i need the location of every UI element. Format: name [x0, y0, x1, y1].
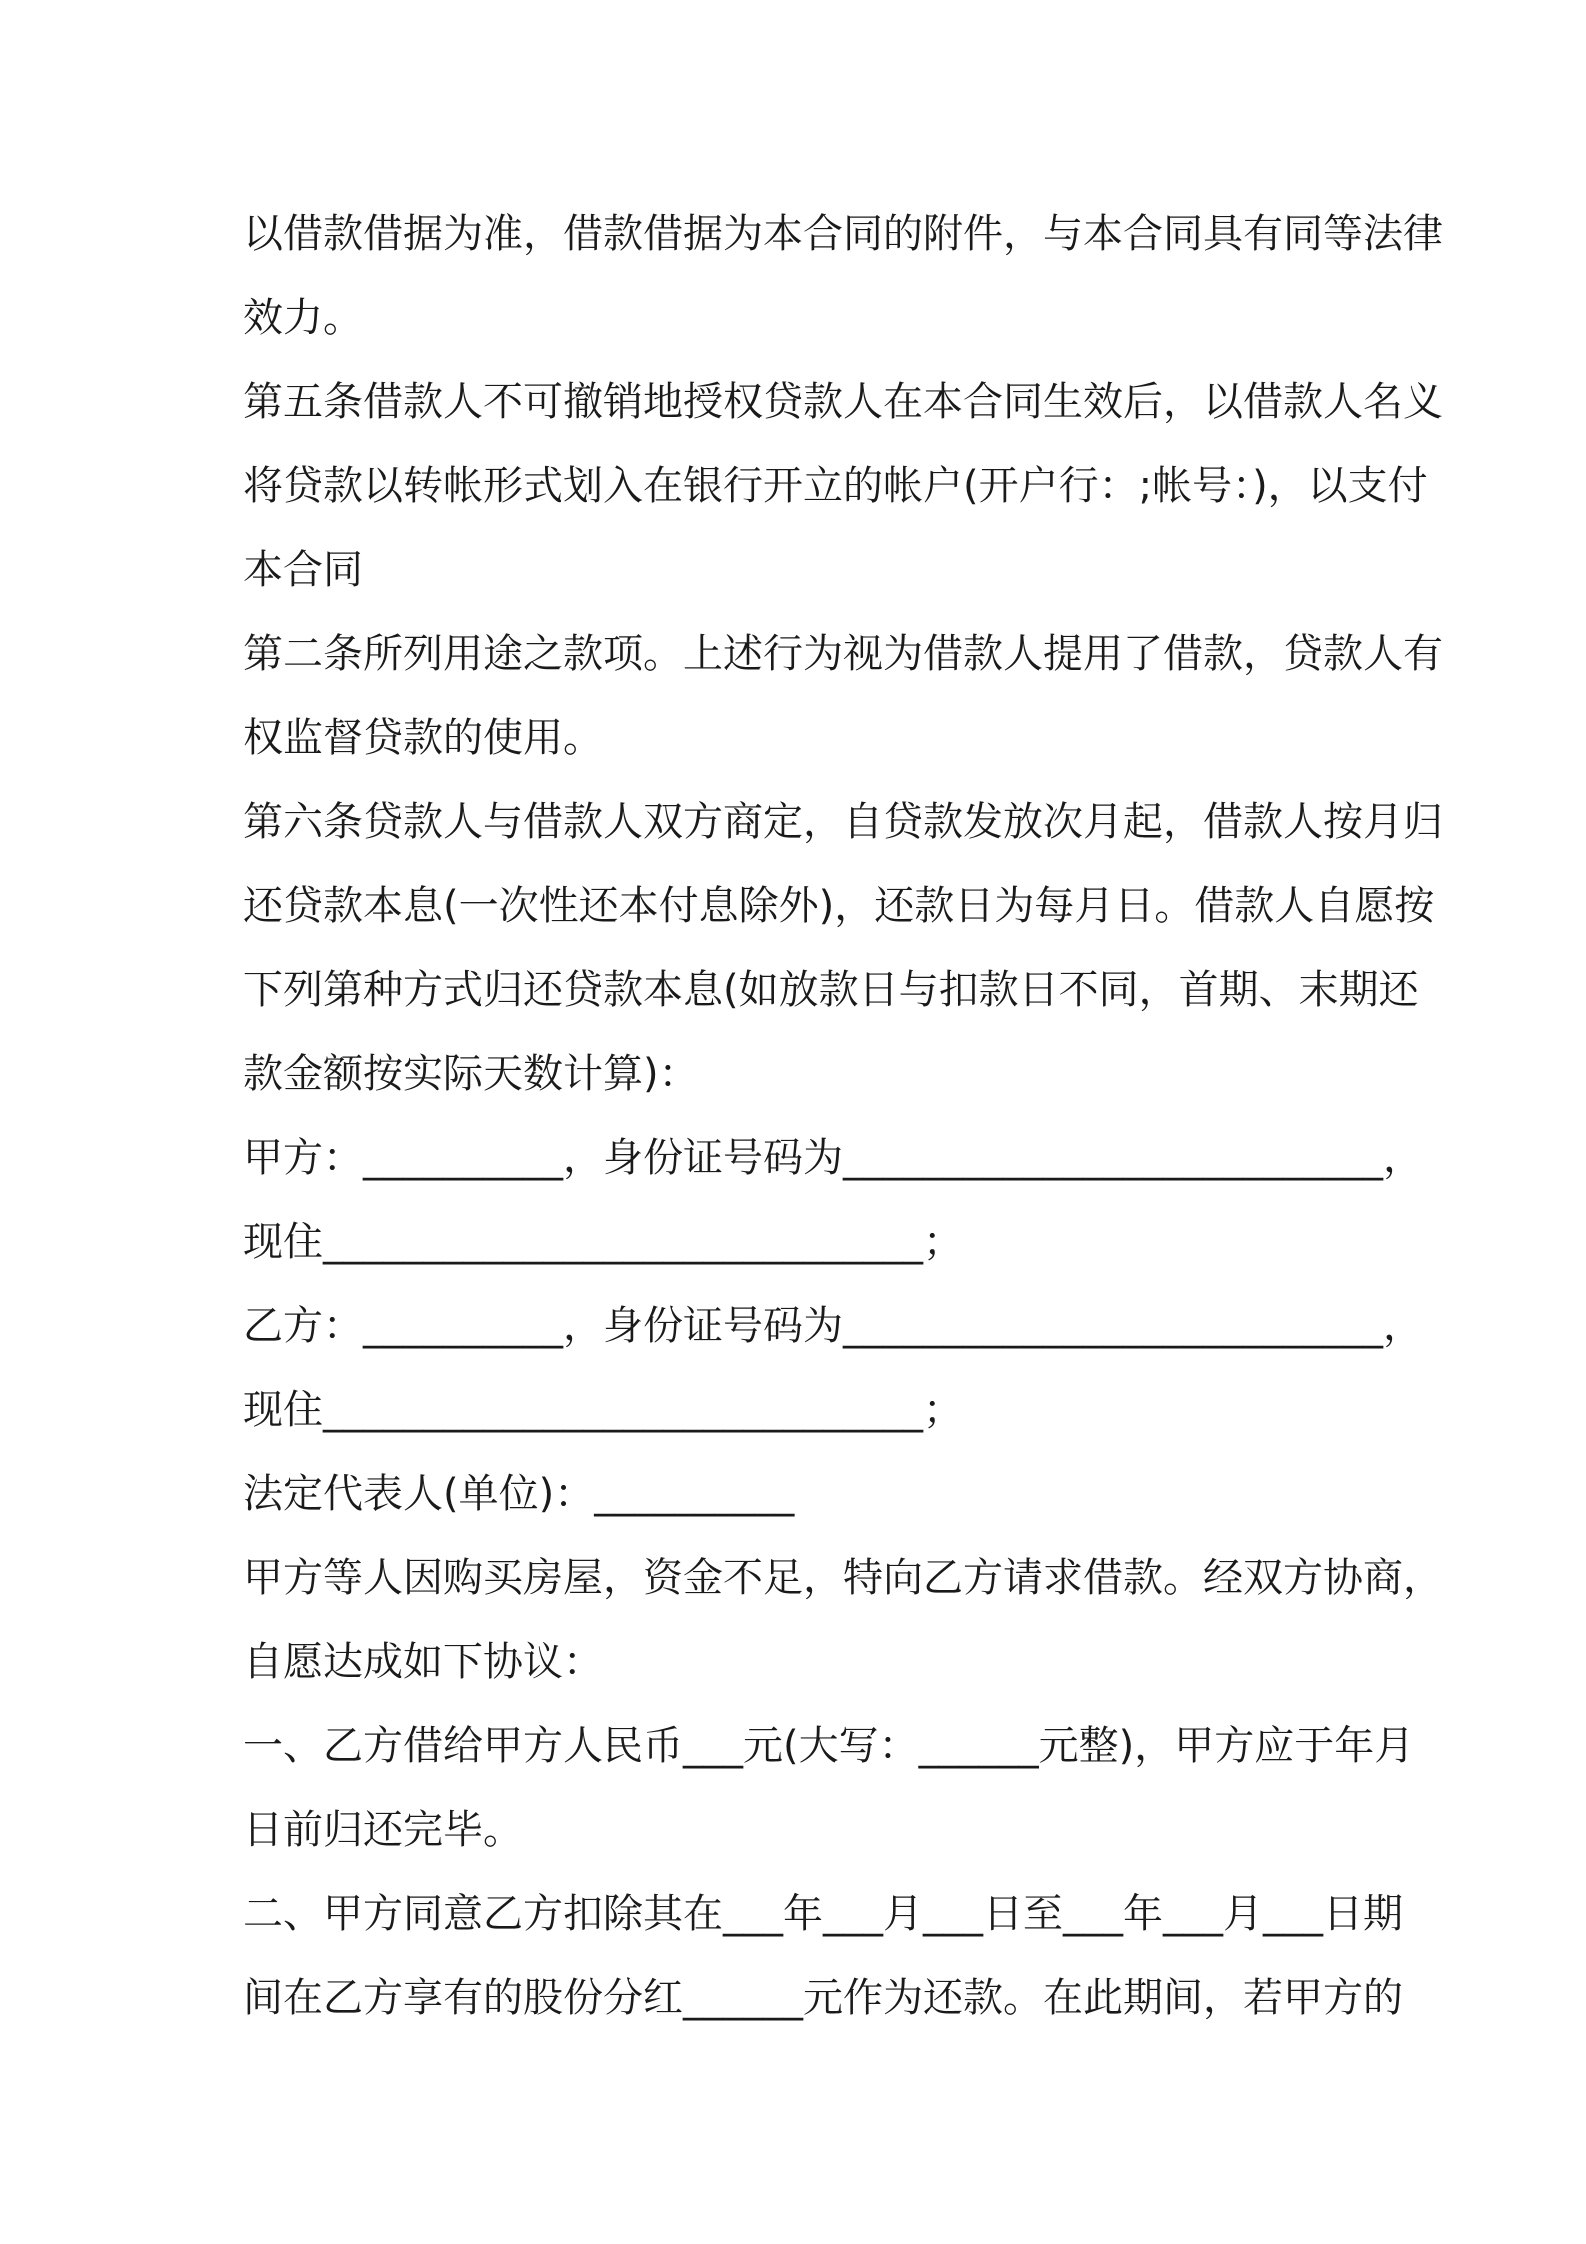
text-line: 将贷款以转帐形式划入在银行开立的帐户(开户行：;帐号：)，以支付 — [243, 463, 1428, 509]
text-line: 还贷款本息(一次性还本付息除外)，还款日为每月日。借款人自愿按 — [243, 883, 1435, 929]
text-line: 二、甲方同意乙方扣除其在___年___月___日至___年___月___日期 — [243, 1891, 1403, 1937]
text-line: 甲方：__________，身份证号码为___________________________， — [243, 1135, 1423, 1181]
text-line: 现住______________________________； — [243, 1387, 963, 1433]
text-line: 下列第种方式归还贷款本息(如放款日与扣款日不同，首期、末期还 — [243, 967, 1419, 1013]
document-body — [243, 192, 1443, 2040]
text-line: 效力。 — [243, 295, 363, 341]
text-line: 现住______________________________； — [243, 1219, 963, 1265]
text-line: 以借款借据为准，借款借据为本合同的附件，与本合同具有同等法律 — [243, 211, 1443, 257]
text-line: 自愿达成如下协议： — [243, 1639, 603, 1685]
text-line: 款金额按实际天数计算)： — [243, 1051, 699, 1097]
text-line: 权监督贷款的使用。 — [243, 715, 603, 761]
text-line: 第六条贷款人与借款人双方商定，自贷款发放次月起，借款人按月归 — [243, 799, 1443, 845]
text-line: 乙方：__________，身份证号码为___________________________， — [243, 1303, 1423, 1349]
text-line: 法定代表人(单位)：__________ — [243, 1471, 795, 1517]
text-line: 第二条所列用途之款项。上述行为视为借款人提用了借款，贷款人有 — [243, 631, 1443, 677]
text-line: 本合同 — [243, 547, 363, 593]
text-line: 间在乙方享有的股份分红______元作为还款。在此期间，若甲方的 — [243, 1975, 1403, 2021]
text-line: 甲方等人因购买房屋，资金不足，特向乙方请求借款。经双方协商， — [243, 1555, 1443, 1601]
text-line: 一、乙方借给甲方人民币___元(大写：______元整)，甲方应于年月 — [243, 1723, 1415, 1769]
text-line: 日前归还完毕。 — [243, 1807, 523, 1853]
text-line: 第五条借款人不可撤销地授权贷款人在本合同生效后，以借款人名义 — [243, 379, 1443, 425]
